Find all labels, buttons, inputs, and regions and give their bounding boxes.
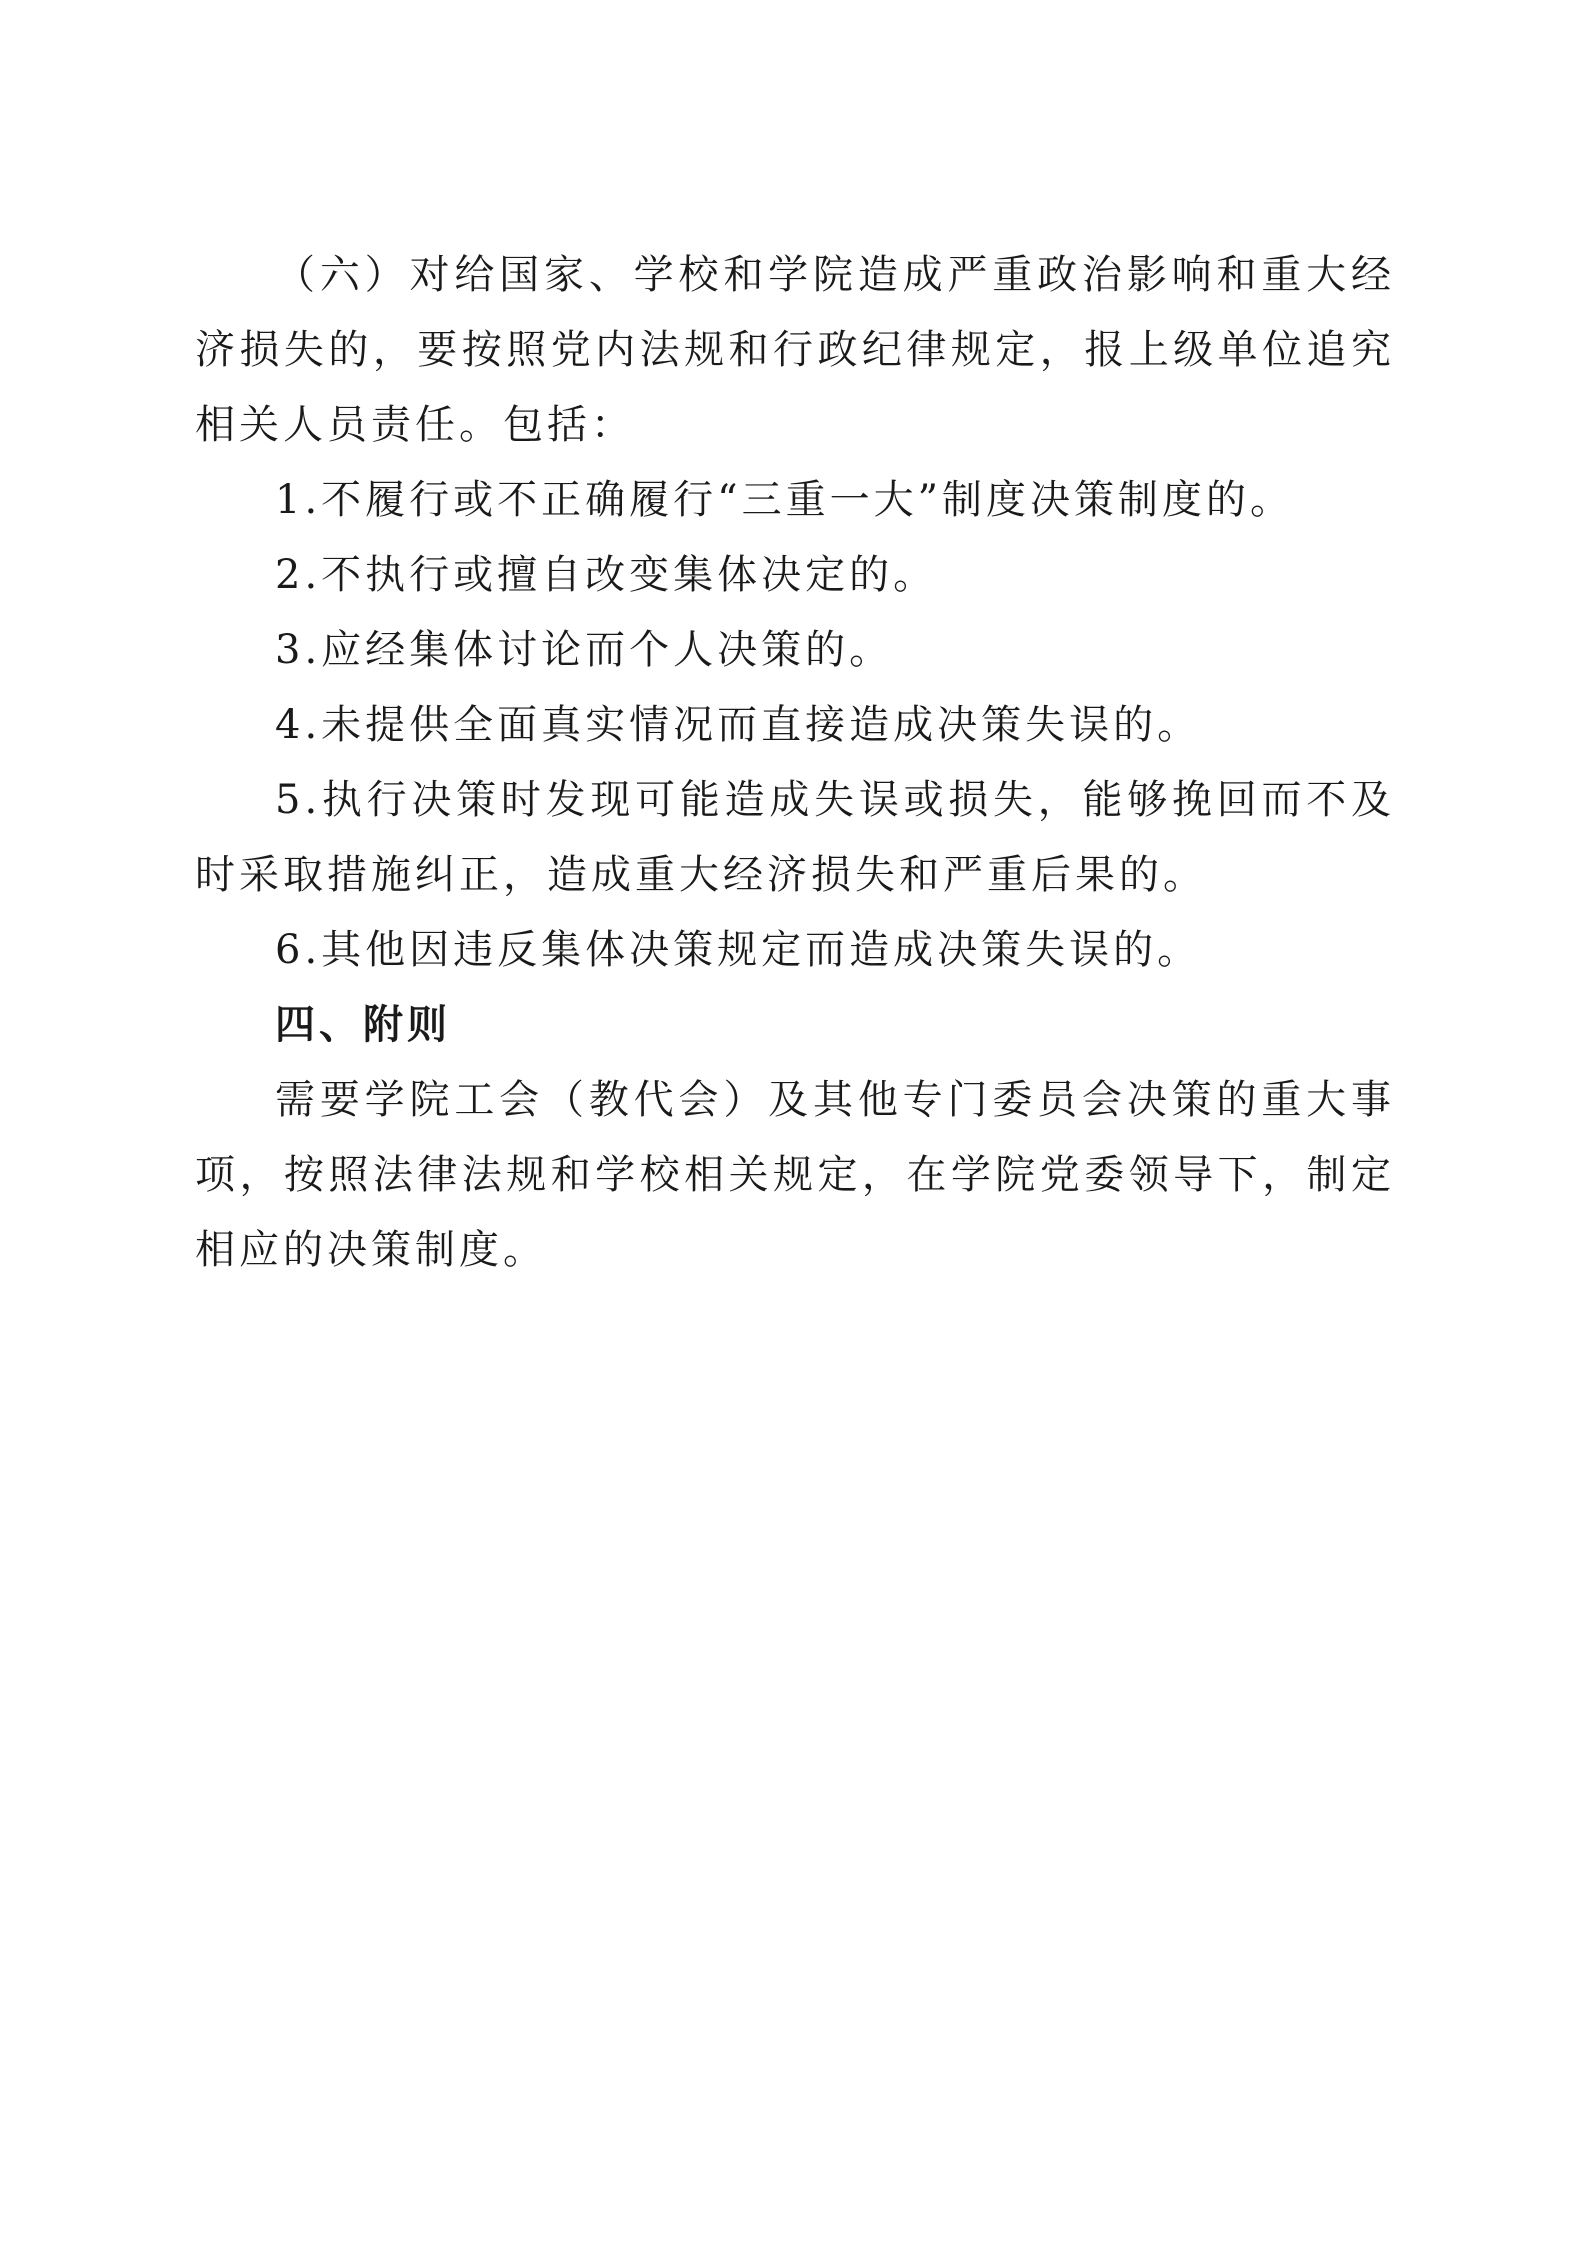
list-item-6: 6.其他因违反集体决策规定而造成决策失误的。 <box>275 927 1202 973</box>
list-item-4: 4.未提供全面真实情况而直接造成决策失误的。 <box>275 702 1202 748</box>
section-4-heading: 四、附则 <box>275 1002 451 1048</box>
document-body <box>195 238 1395 1288</box>
list-item-3: 3.应经集体讨论而个人决策的。 <box>275 627 894 673</box>
list-item-2: 2.不执行或擅自改变集体决定的。 <box>275 552 938 598</box>
list-item-1: 1.不履行或不正确履行“三重一大”制度决策制度的。 <box>275 477 1295 523</box>
section-6-paragraph: （六）对给国家、学校和学院造成严重政治影响和重大经济损失的，要按照党内法规和行政纪律规定，报上级单位追究相关人员责任。包括： <box>195 252 1395 448</box>
list-item-5: 5.执行决策时发现可能造成失误或损失，能够挽回而不及时采取措施纠正，造成重大经济损失和严重后果的。 <box>195 777 1395 898</box>
closing-paragraph: 需要学院工会（教代会）及其他专门委员会决策的重大事项，按照法律法规和学校相关规定，在学院党委领导下，制定相应的决策制度。 <box>195 1077 1395 1273</box>
